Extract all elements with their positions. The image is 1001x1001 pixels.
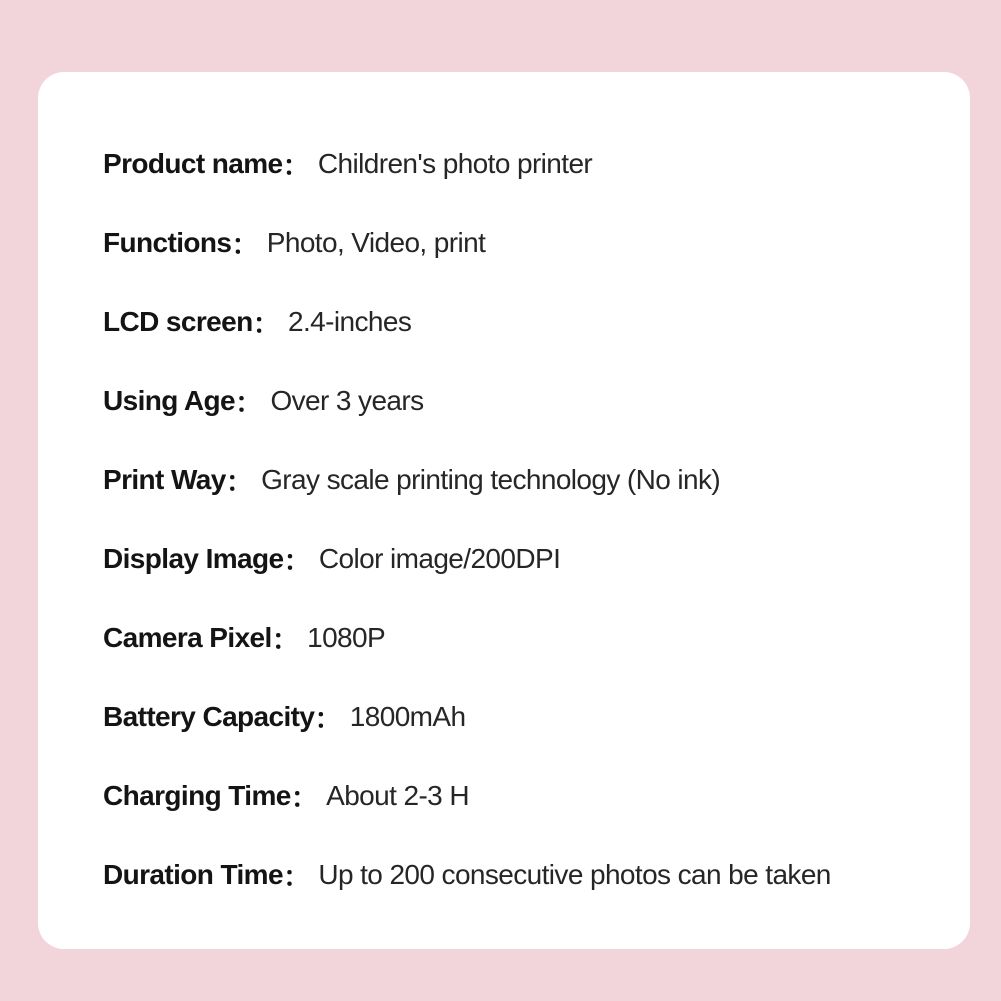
spec-label: Duration Time [103, 858, 283, 890]
spec-row-display-image [103, 519, 940, 598]
spec-separator: ： [314, 702, 342, 734]
spec-row-lcd-screen [103, 282, 940, 361]
spec-value: Children's photo printer [317, 147, 593, 179]
spec-separator: ： [235, 386, 263, 418]
spec-value: 2.4-inches [288, 305, 412, 337]
spec-value: About 2-3 H [326, 779, 469, 811]
spec-label: Battery Capacity [103, 700, 315, 732]
spec-row-duration-time [103, 835, 940, 914]
spec-separator: ： [231, 228, 259, 260]
spec-row-functions [103, 203, 940, 282]
spec-label: Using Age [103, 384, 236, 416]
spec-separator: ： [282, 860, 311, 892]
spec-label: Display Image [103, 542, 284, 574]
spec-row-using-age [103, 361, 940, 440]
spec-row-battery-capacity [103, 677, 940, 756]
spec-separator: ： [252, 307, 281, 339]
spec-separator: ： [271, 623, 300, 655]
spec-label: Functions [103, 226, 232, 258]
spec-label: Product name [103, 147, 283, 179]
spec-label: LCD screen [103, 305, 253, 337]
spec-value: 1080P [307, 621, 386, 653]
spec-list [103, 124, 940, 914]
spec-label: Print Way [103, 463, 226, 495]
spec-row-camera-pixel [103, 598, 940, 677]
spec-separator: ： [283, 544, 311, 576]
spec-separator: ： [290, 781, 319, 813]
spec-row-charging-time [103, 756, 940, 835]
spec-value: 1800mAh [349, 700, 466, 732]
spec-row-print-way [103, 440, 940, 519]
spec-label: Charging Time [103, 779, 291, 811]
spec-separator: ： [225, 465, 254, 497]
spec-value: Photo, Video, print [266, 226, 486, 258]
spec-value: Over 3 years [270, 384, 424, 416]
spec-value: Color image/200DPI [318, 542, 561, 574]
spec-separator: ： [282, 149, 310, 181]
spec-row-product-name [103, 124, 940, 203]
spec-value: Up to 200 consecutive photos can be taken [318, 858, 831, 890]
spec-label: Camera Pixel [103, 621, 272, 653]
spec-value: Gray scale printing technology (No ink) [261, 463, 721, 495]
spec-card [38, 72, 970, 949]
